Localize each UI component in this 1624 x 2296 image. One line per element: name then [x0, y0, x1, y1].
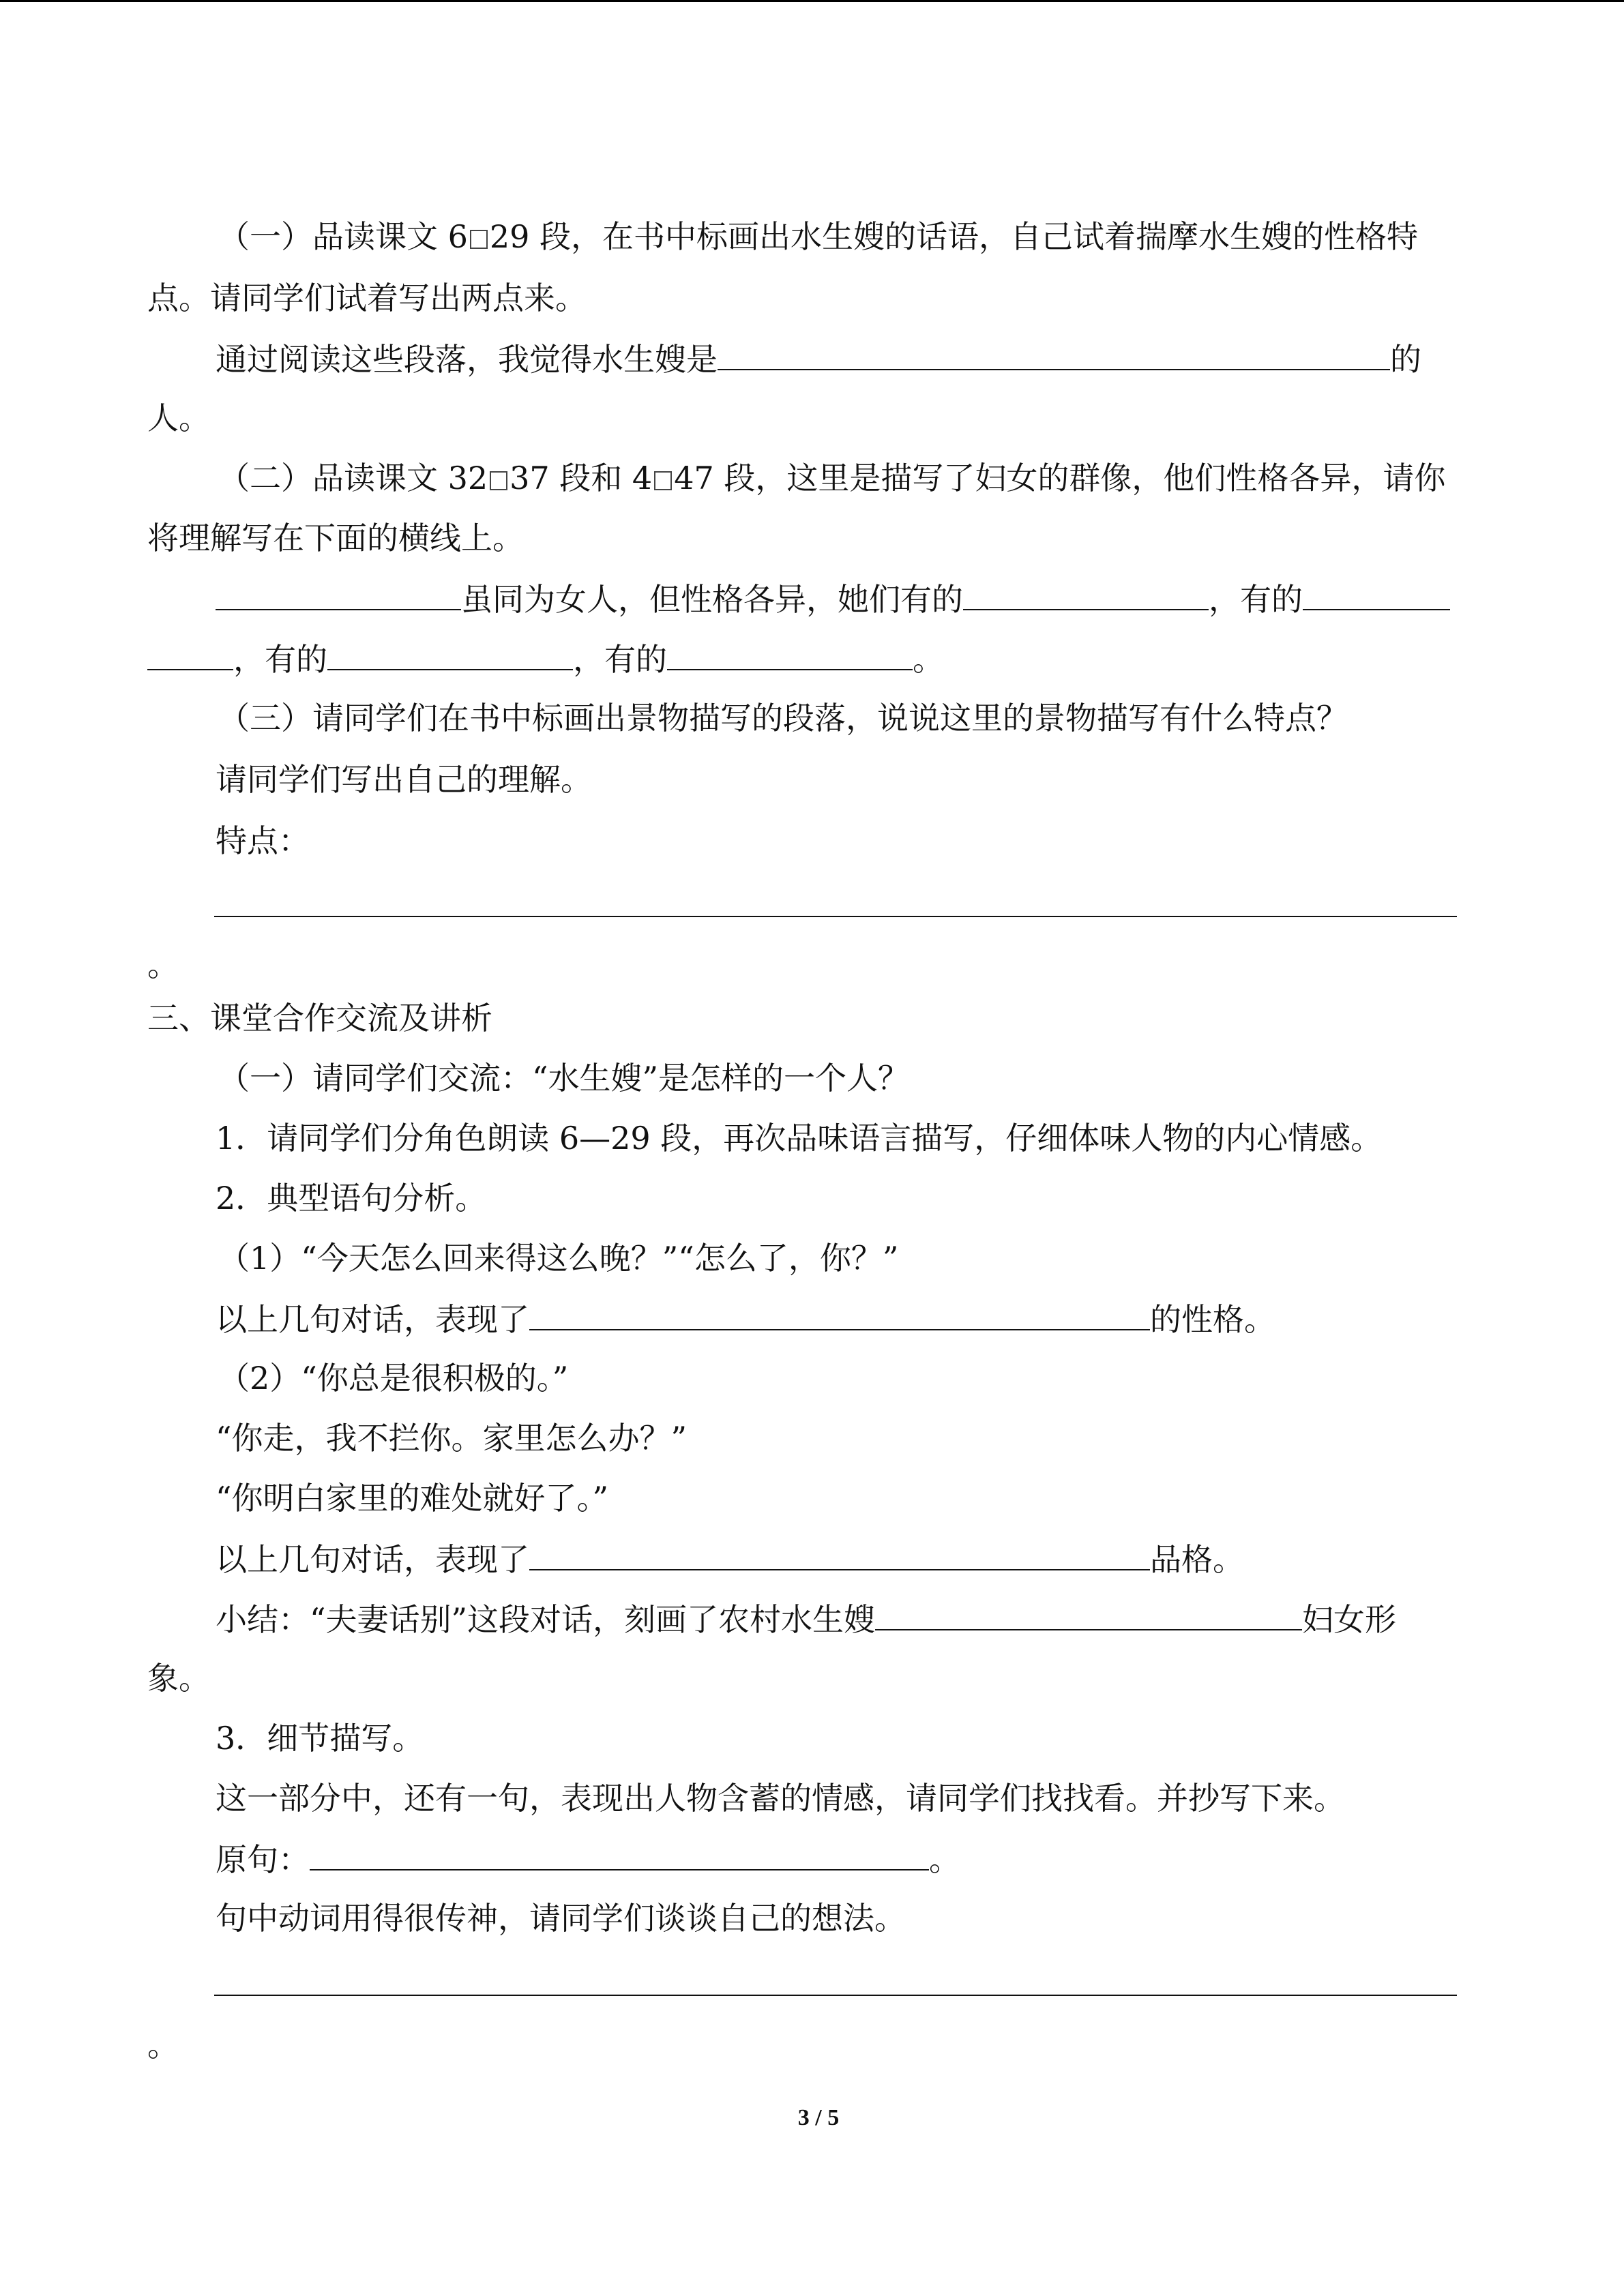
subsection-1: （一）请同学们交流：“水生嫂”是怎样的一个人？ — [218, 1060, 910, 1097]
item-2: 2．典型语句分析。 — [216, 1180, 487, 1217]
answer-line-4 — [216, 1538, 1244, 1580]
text: （一）品读课文 6 — [218, 218, 468, 255]
original-sentence-line — [216, 1838, 960, 1880]
text: 原句： — [216, 1841, 310, 1878]
instruction-line: 这一部分中，还有一句，表现出人物含蓄的情感，请同学们找找看。并抄写下来。 — [216, 1780, 1345, 1817]
text: 虽同为女人，但性格各异，她们有的 — [461, 581, 963, 618]
paragraph-3-line-2: 请同学们写出自己的理解。 — [216, 761, 592, 798]
blank-underline[interactable] — [875, 1598, 1302, 1630]
item-1: 1．请同学们分角色朗读 6—29 段，再次品味语言描写，仔细体味人物的内心情感。 — [216, 1120, 1383, 1157]
text: ，有的 — [573, 641, 667, 678]
quote-3: “你走，我不拦你。家里怎么办？” — [216, 1420, 688, 1457]
paragraph-1-line-1 — [218, 216, 1418, 257]
blank-underline[interactable] — [1303, 578, 1450, 610]
section-heading: 三、课堂合作交流及讲析 — [147, 1000, 492, 1037]
item-3: 3．细节描写。 — [216, 1720, 424, 1757]
paragraph-2-line-2: 将理解写在下面的横线上。 — [147, 520, 524, 556]
answer-line-2 — [216, 578, 1450, 620]
text: 以上几句对话，表现了 — [216, 1301, 529, 1338]
summary-line-cont: 象。 — [147, 1660, 210, 1697]
missing-glyph-box — [490, 471, 507, 490]
blank-underline[interactable] — [963, 578, 1209, 610]
blank-underline[interactable] — [216, 578, 461, 610]
text: 47 段，这里是描写了妇女的群像，他们性格各异，请你 — [674, 460, 1446, 496]
page-number: 3 / 5 — [797, 2105, 840, 2130]
answer-rule-features[interactable] — [214, 916, 1457, 917]
missing-glyph-box — [654, 471, 672, 490]
quote-4: “你明白家里的难处就好了。” — [216, 1480, 609, 1517]
answer-line-1-cont: 人。 — [147, 400, 210, 436]
text: （二）品读课文 32 — [218, 460, 488, 496]
text: 小结：“夫妻话别”这段对话，刻画了农村水生嫂 — [216, 1601, 876, 1638]
text: 。 — [929, 1841, 960, 1878]
blank-underline[interactable] — [529, 1538, 1150, 1570]
text: ，有的 — [1209, 581, 1303, 618]
answer-line-3 — [216, 1298, 1275, 1340]
text: 妇女形 — [1302, 1601, 1397, 1638]
blank-underline[interactable] — [529, 1298, 1150, 1330]
text: 的 — [1390, 341, 1421, 378]
text: 以上几句对话，表现了 — [216, 1541, 529, 1578]
text: 品格。 — [1150, 1541, 1244, 1578]
blank-underline[interactable] — [667, 638, 913, 670]
paragraph-2-line-1 — [218, 458, 1445, 498]
text: 通过阅读这些段落，我觉得水生嫂是 — [216, 341, 718, 378]
text: 的性格。 — [1150, 1301, 1275, 1338]
answer-rule-discussion[interactable] — [214, 1995, 1457, 1996]
answer-line-1 — [216, 338, 1421, 380]
text: ，有的 — [233, 641, 327, 678]
quote-2: （2）“你总是很积极的。” — [218, 1360, 569, 1397]
quote-1: （1）“今天怎么回来得这么晚？”“怎么了，你？” — [218, 1240, 899, 1277]
text: 37 段和 4 — [510, 460, 653, 496]
blank-underline[interactable] — [718, 338, 1390, 370]
discussion-prompt: 句中动词用得很传神，请同学们谈谈自己的想法。 — [216, 1900, 906, 1937]
missing-glyph-box — [470, 230, 488, 249]
text: 29 段，在书中标画出水生嫂的话语，自己试着揣摩水生嫂的性格特 — [489, 218, 1419, 255]
period-mark: 。 — [147, 946, 179, 983]
paragraph-3-line-1: （三）请同学们在书中标画出景物描写的段落，说说这里的景物描写有什么特点？ — [218, 700, 1348, 736]
period-mark: 。 — [147, 2027, 179, 2063]
text: 。 — [913, 641, 944, 678]
blank-underline[interactable] — [327, 638, 573, 670]
blank-underline[interactable] — [310, 1838, 929, 1870]
summary-line — [216, 1598, 1396, 1640]
blank-underline[interactable] — [147, 638, 233, 670]
paragraph-1-line-2: 点。请同学们试着写出两点来。 — [147, 280, 587, 316]
answer-line-2-cont — [147, 638, 944, 680]
feature-label: 特点： — [216, 822, 310, 859]
